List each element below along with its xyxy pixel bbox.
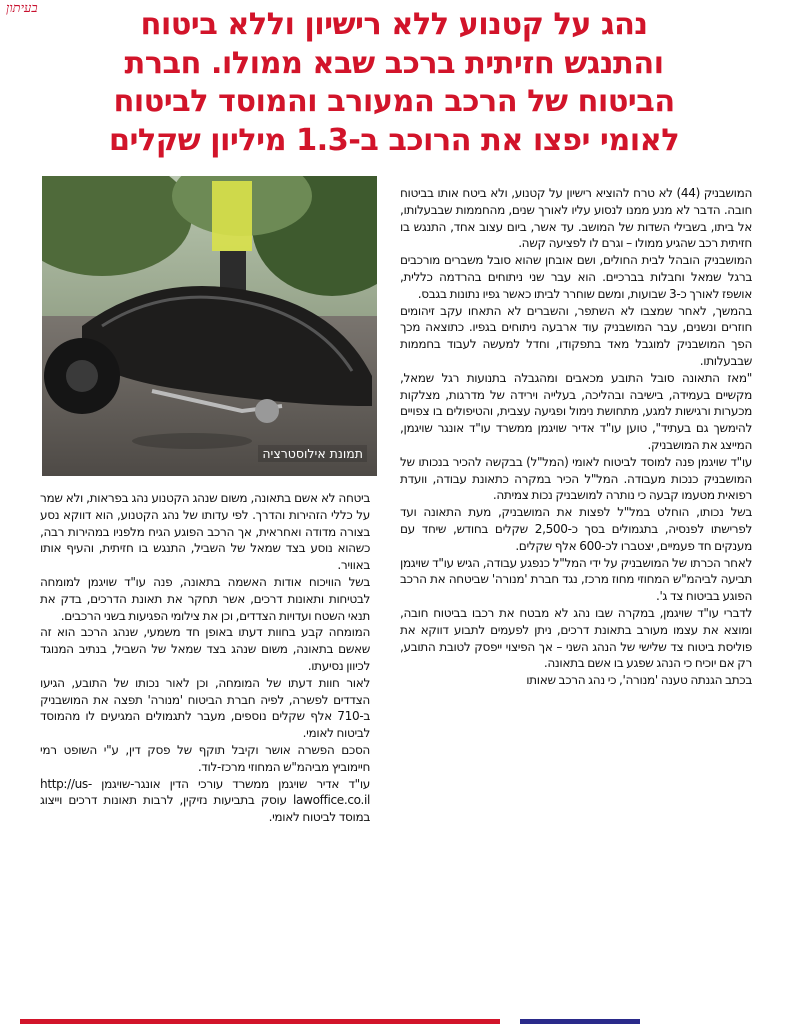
paragraph: המושבניק (44) לא טרח להוציא רישיון על קטנוע, ולא ביטח אותו בביטוח חובה. הדבר לא מנע ממנו לנסוע עליו לאורך שנים, מהחממות שבבעלותו, אל ביתו, בשבילי השדות של המושב. עד אשר, ביום עצוב אחד, התנגש בו חזיתית רכב שהגיע ממולו – וגרם לו לפציעה קשה. bbox=[400, 186, 753, 251]
bottom-divider bbox=[20, 1019, 500, 1024]
headline-line: לאומי יפצו את הרוכב ב-1.3 מיליון שקלים bbox=[108, 122, 680, 158]
paragraph: לדברי עו"ד שויגמן, במקרה שבו נהג לא מבטח את רכבו בביטוח חובה, ומוצא את עצמו מעורב בתאונת דרכים, ניתן לפעמים לתבוע דווקא את פוליסת ביטוח צד שלישי של הנהג השני – אך הפיצוי ייפסק לטובת התובע, רק אם יוכיח כי הנהג שפגע בו אשם בתאונה. bbox=[400, 605, 752, 671]
masthead-logo: בעיתון bbox=[6, 1, 38, 16]
paragraph: "מאז התאונה סובל התובע מכאבים ומהגבלה בתנועות רגל שמאל, מקשיים בעמידה, בישיבה ובהליכה, בעלייה וירידה של מדרגות, מצלקות מכערות ורגישות למגע, מתחושת נימול ופגיעה עצבית, והטיפולים בו צפויים להימשך גם בעתיד", טוען עו"ד אדיר שויגמן ממשרד עו"ד אונגר שויגמן, המייצג את המושבניק. bbox=[400, 370, 752, 452]
paragraph: בכתב הגנתה טענה 'מנורה', כי נהג הרכב שאותו bbox=[526, 673, 752, 688]
headline-line: הביטוח של הרכב המעורב והמוסד לביטוח bbox=[113, 84, 675, 119]
paragraph: עו"ד שויגמן פנה למוסד לביטוח לאומי (המל"ל) בבקשה להכיר בנכותו של המושבניק כנכות מעבודה. המל"ל הכיר במקרה כתאונת עבודה, וועדת רפואית מטעמו קבעה כי נותרה למושבניק נכות צמיתה. bbox=[400, 454, 752, 503]
paragraph: לאחר הכרתו של המושבניק על ידי המל"ל כנפגע עבודה, הגיש עו"ד שויגמן תביעה לביהמ"ש המחוזי מחוז מרכז, נגד חברת 'מנורה' שביטחה את הרכב הפוגע בביטוח צד ג'. bbox=[400, 555, 752, 604]
paragraph: המומחה קבע בחוות דעתו באופן חד משמעי, שנהג הרכב הוא זה שאשם בתאונה, משום שנהג בצד שמאל של השביל, בנתיב המנוגד לכיוון נסיעתו. bbox=[40, 625, 370, 673]
paragraph: בשל הוויכוח אודות האשמה בתאונה, פנה עו"ד שויגמן למומחה לבטיחות ותאונות דרכים, אשר תחקר את תאונת הדרכים, בדק את תנאי השטח ועדויות הצדדים, וכן את צילומי הפגיעות בשני הרכבים. bbox=[40, 574, 370, 623]
paragraph: לאור חוות דעתו של המומחה, וכן לאור נכותו של התובע, הגיעו הצדדים לפשרה, לפיה חברת הביטוח 'מנורה' תפצה את המושבניק ב-710 אלף שקלים נוספים, מעבר לתגמולים המגיעים לו מהמוסד לביטוח לאומי. bbox=[40, 675, 370, 741]
article-column-left bbox=[40, 490, 370, 826]
paragraph: הסכם הפשרה אושר וקיבל תוקף של פסק דין, ע"י השופט רמי חיימוביץ מביהמ"ש המחוזי מרכז-לוד. bbox=[40, 742, 370, 774]
fallen-scooter-illustration bbox=[42, 176, 377, 476]
bottom-divider-accent bbox=[520, 1019, 640, 1024]
headline bbox=[10, 6, 778, 160]
photo-caption: תמונת אילוסטרציה bbox=[258, 445, 367, 462]
paragraph: בשל נכותו, הוחלט במל"ל לפצות את המושבניק, מעת התאונה ועד לפרישתו לפנסיה, בתגמולים בסך כ-2,500 שקלים בחודש, שיחד עם מענקים חד פעמיים, יצטברו לכ-600 אלף שקלים. bbox=[400, 505, 753, 553]
article-photo bbox=[42, 176, 377, 476]
paragraph: המושבניק הובהל לבית החולים, ושם אובחן שהוא סובל משברים מורכבים ברגל שמאל וחבלות בברכיים. הוא עבר שני ניתוחים בהרדמה כללית, אושפז לאורך כ-3 שבועות, ומשם שוחרר לביתו כאשר גפיו נתונות בגבס. bbox=[400, 253, 752, 301]
paragraph: עו"ד אדיר שויגמן ממשרד עורכי הדין אונגר-שויגמן http://us-lawoffice.co.il עוסק בתביעות נזיקין, לרבות תאונות דרכים וייצוג במוסד לביטוח לאומי. bbox=[40, 776, 370, 825]
paragraph: בהמשך, לאחר שמצבו לא השתפר, והשברים לא התאחו עקב זיהומים חוזרים ונשנים, עבר המושבניק עוד ארבעה ניתוחים בגפיו. כתוצאה מכך הפך המושבניק למוגבל מאד בתפקודו, וחדל למעשה לעבוד בחממות שבבעלותו. bbox=[400, 303, 752, 368]
article-column-right bbox=[400, 185, 752, 689]
headline-line: והתנגש חזיתית ברכב שבא ממולו. חברת bbox=[124, 45, 664, 81]
paragraph: ביטחה לא אשם בתאונה, משום שנהג הקטנוע נהג בפראות, ולא שמר על כללי הזהירות והדרך. לפי עדותו של נהג הקטנוע, הוא דווקא נסע בצורה מדודה ואחראית, אך הרכב הפוגע הגיח מלפניו במהירות רבה, כשהוא נוסע בצד שמאל של השביל, התנגש בו חזיתית, והעיף אותו באוויר. bbox=[40, 491, 370, 573]
headline-line: נהג על קטנוע ללא רישיון וללא ביטוח bbox=[140, 7, 648, 42]
